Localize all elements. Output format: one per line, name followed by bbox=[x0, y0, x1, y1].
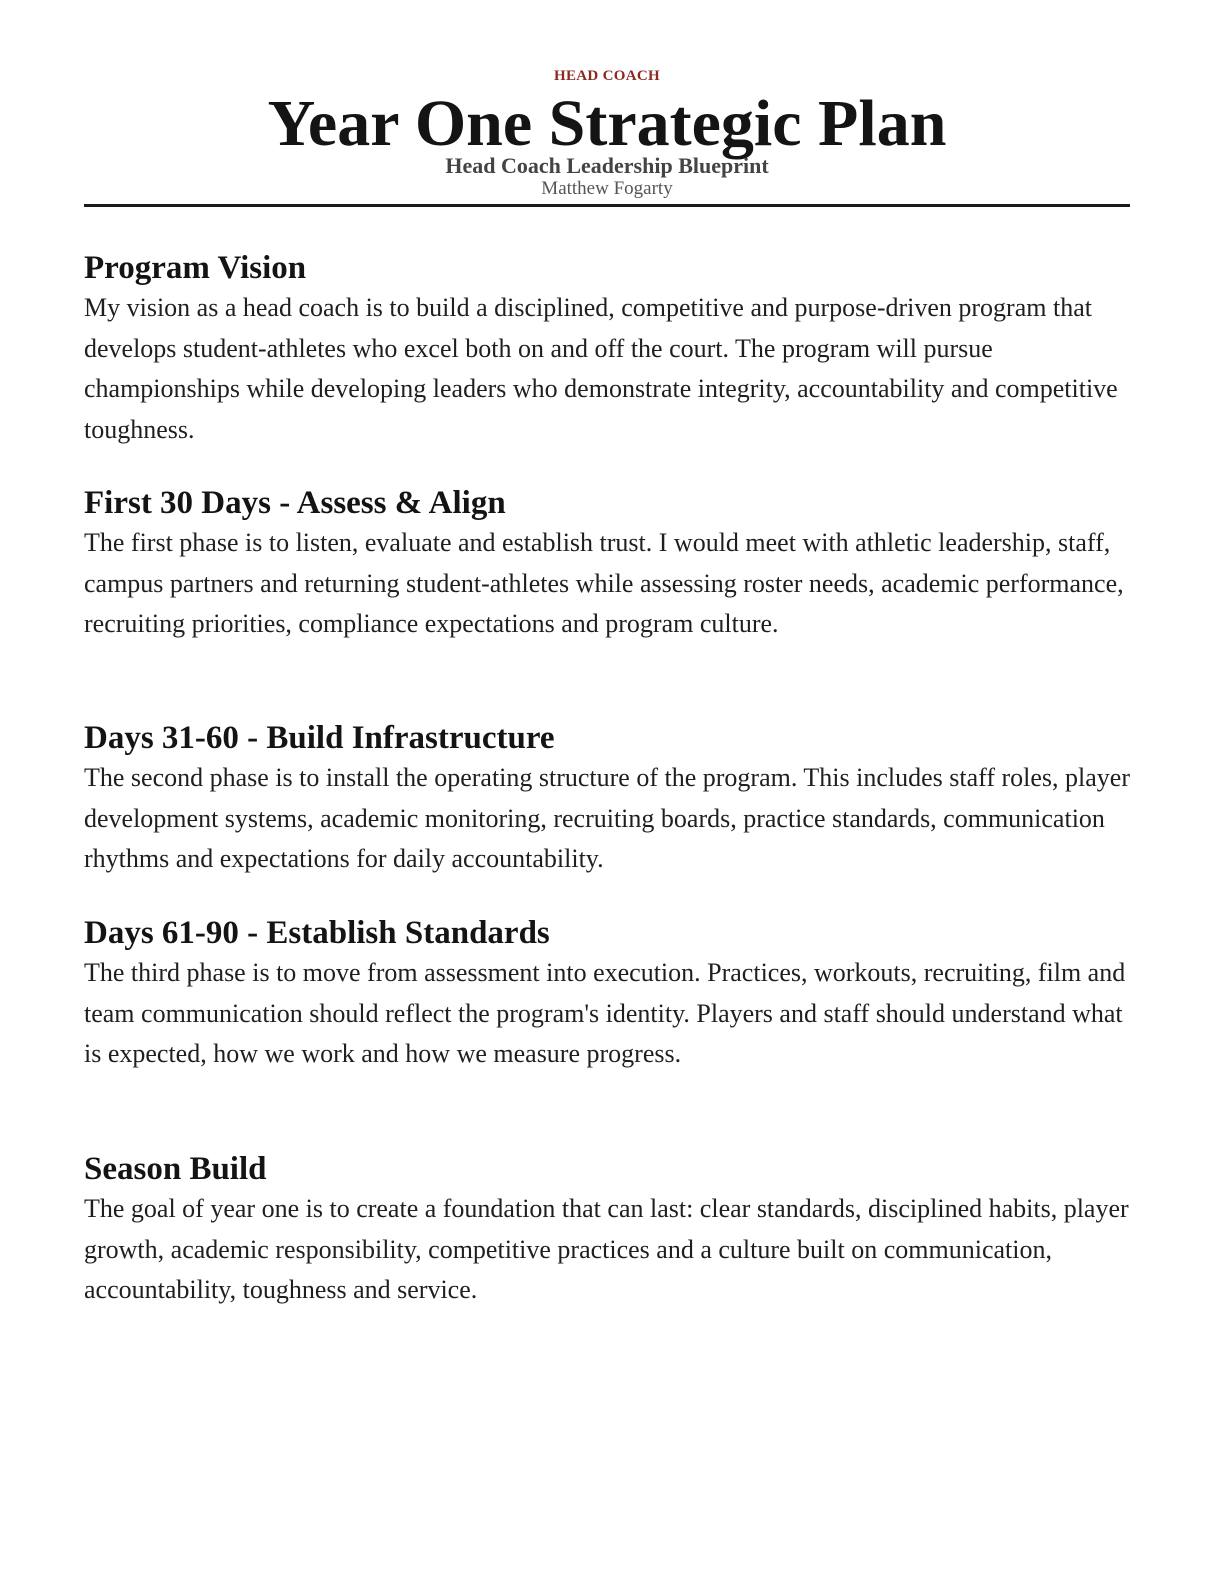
author-name: Matthew Fogarty bbox=[541, 178, 673, 199]
section-body: My vision as a head coach is to build a disciplined, competitive and purpose-driven program that develops student-athletes who excel both on and off the court. The program will pursue championships while developing leaders who demonstrate integrity, accountability and competitive toughness. bbox=[84, 293, 1118, 444]
section-season-build bbox=[84, 1149, 1130, 1311]
document-title: Year One Strategic Plan bbox=[267, 87, 947, 160]
document-header bbox=[84, 0, 1130, 207]
section-days-31-60 bbox=[84, 718, 1130, 880]
section-body: The goal of year one is to create a foundation that can last: clear standards, disciplined habits, player growth, academic responsibility, competitive practices and a culture built on communication, accountability, toughness and service. bbox=[84, 1194, 1129, 1305]
section-heading: Days 61-90 - Establish Standards bbox=[84, 915, 550, 951]
document-subtitle: Head Coach Leadership Blueprint bbox=[445, 153, 769, 178]
section-heading: First 30 Days - Assess & Align bbox=[84, 485, 506, 521]
section-days-61-90 bbox=[84, 913, 1130, 1075]
section-heading: Days 31-60 - Build Infrastructure bbox=[84, 720, 555, 756]
section-program-vision bbox=[84, 248, 1130, 450]
header-divider bbox=[84, 204, 1130, 207]
document-page bbox=[84, 0, 1130, 1305]
section-first-30-days bbox=[84, 483, 1130, 645]
section-heading: Program Vision bbox=[84, 250, 307, 286]
eyebrow-label: HEAD COACH bbox=[554, 68, 660, 84]
section-heading: Season Build bbox=[84, 1151, 267, 1187]
section-body: The first phase is to listen, evaluate and establish trust. I would meet with athletic leadership, staff, campus partners and returning student-athletes while assessing roster needs, academic performance, recruiting priorities, compliance expectations and program culture. bbox=[84, 528, 1124, 639]
section-body: The second phase is to install the operating structure of the program. This includes staff roles, player development systems, academic monitoring, recruiting boards, practice standards, communication rhythms and expectations for daily accountability. bbox=[84, 763, 1130, 874]
section-body: The third phase is to move from assessment into execution. Practices, workouts, recruiting, film and team communication should reflect the program's identity. Players and staff should understand what is expected, how we work and how we measure progress. bbox=[84, 958, 1126, 1069]
